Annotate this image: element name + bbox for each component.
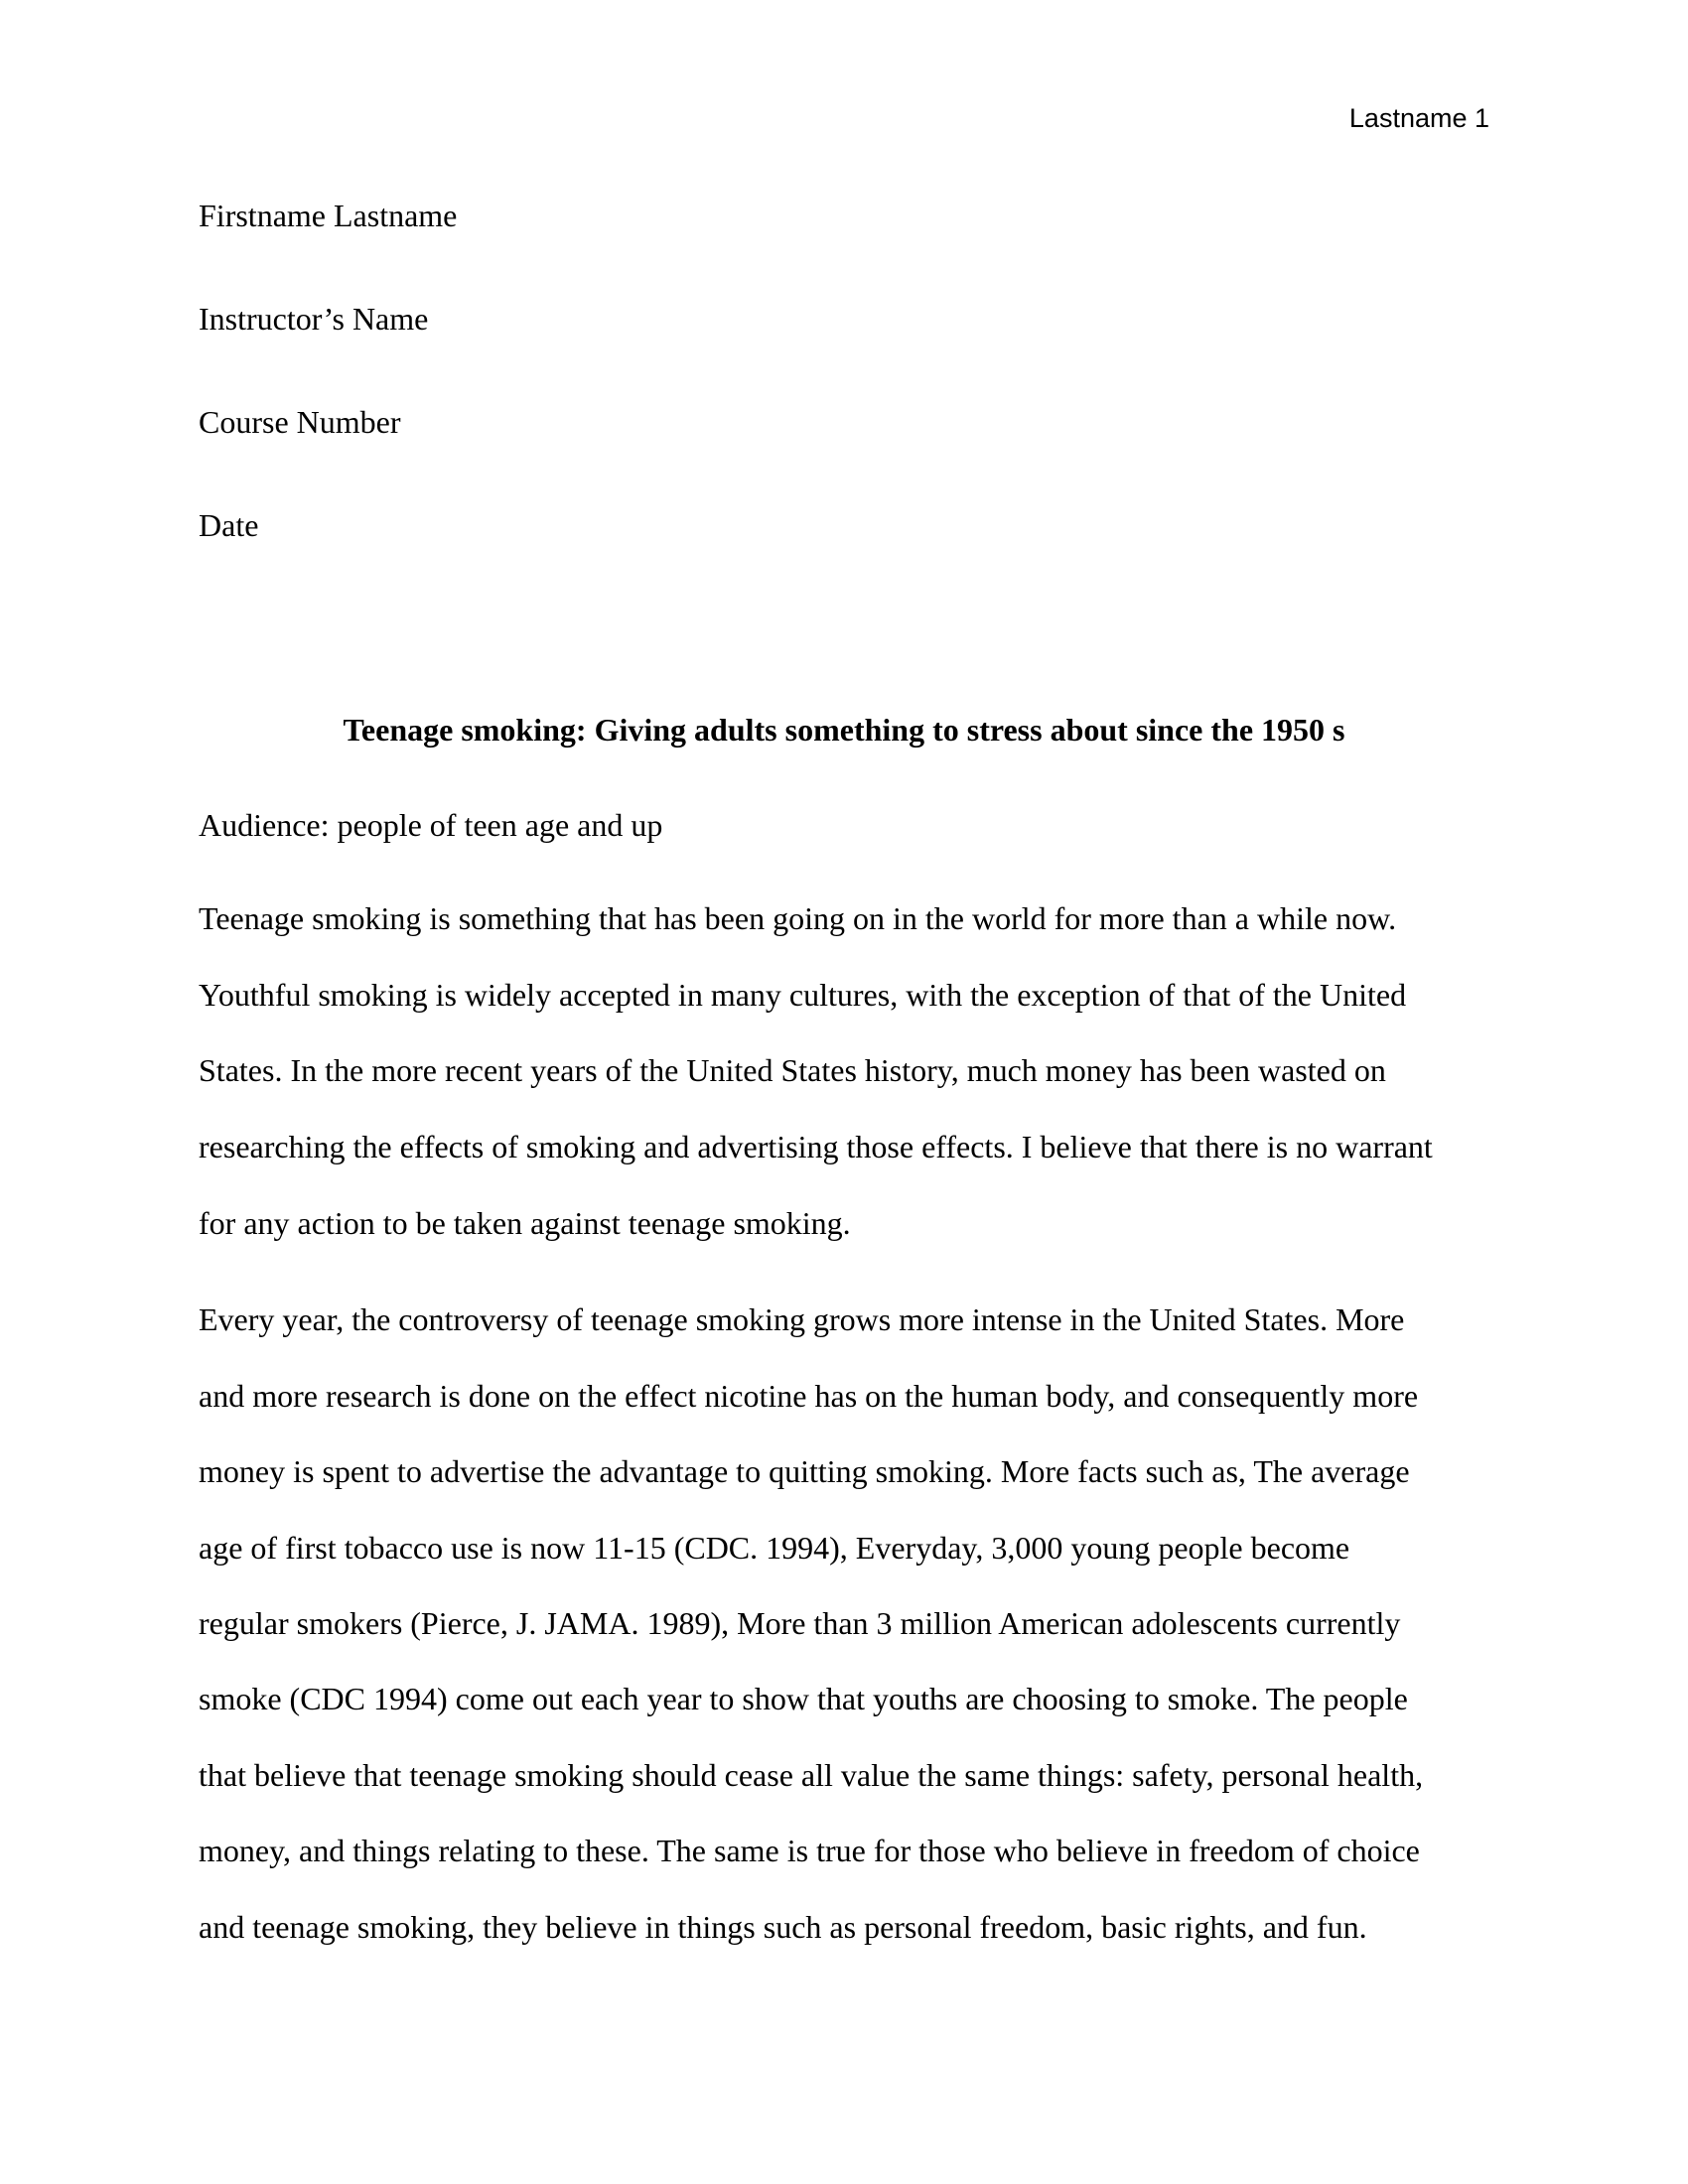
instructor-name: Instructor’s Name [199, 301, 429, 337]
audience-line: Audience: people of teen age and up [199, 807, 663, 843]
paragraph-line: States. In the more recent years of the United States history, much money has been wasted on [199, 1052, 1386, 1088]
paragraph-line: smoke (CDC 1994) come out each year to show that youths are choosing to smoke. The people [199, 1681, 1408, 1716]
paragraph-line: researching the effects of smoking and advertising those effects. I believe that there is no warrant [199, 1129, 1433, 1164]
course-number: Course Number [199, 404, 401, 440]
paragraph-line: age of first tobacco use is now 11-15 (CDC. 1994), Everyday, 3,000 young people become [199, 1530, 1350, 1566]
paragraph-line: Youthful smoking is widely accepted in many cultures, with the exception of that of the United [199, 977, 1407, 1013]
paragraph-line: and teenage smoking, they believe in things such as personal freedom, basic rights, and fun. [199, 1909, 1367, 1945]
paragraph-line: that believe that teenage smoking should cease all value the same things: safety, personal health, [199, 1757, 1424, 1793]
paragraph-line: Teenage smoking is something that has been going on in the world for more than a while now. [199, 900, 1397, 936]
essay-title: Teenage smoking: Giving adults something to stress about since the 1950 s [343, 712, 1345, 748]
running-head: Lastname 1 [1348, 103, 1489, 133]
paragraph-line: for any action to be taken against teenage smoking. [199, 1205, 851, 1241]
paragraph-line: money is spent to advertise the advantage to quitting smoking. More facts such as, The average [199, 1453, 1410, 1489]
paragraph-line: Every year, the controversy of teenage smoking grows more intense in the United States. More [199, 1301, 1405, 1337]
paragraph-line: money, and things relating to these. The same is true for those who believe in freedom of choice [199, 1833, 1420, 1868]
paragraph-line: regular smokers (Pierce, J. JAMA. 1989), More than 3 million American adolescents currently [199, 1605, 1401, 1641]
student-name: Firstname Lastname [199, 198, 458, 233]
paragraph-line: and more research is done on the effect nicotine has on the human body, and consequently more [199, 1378, 1419, 1414]
date: Date [199, 507, 259, 543]
